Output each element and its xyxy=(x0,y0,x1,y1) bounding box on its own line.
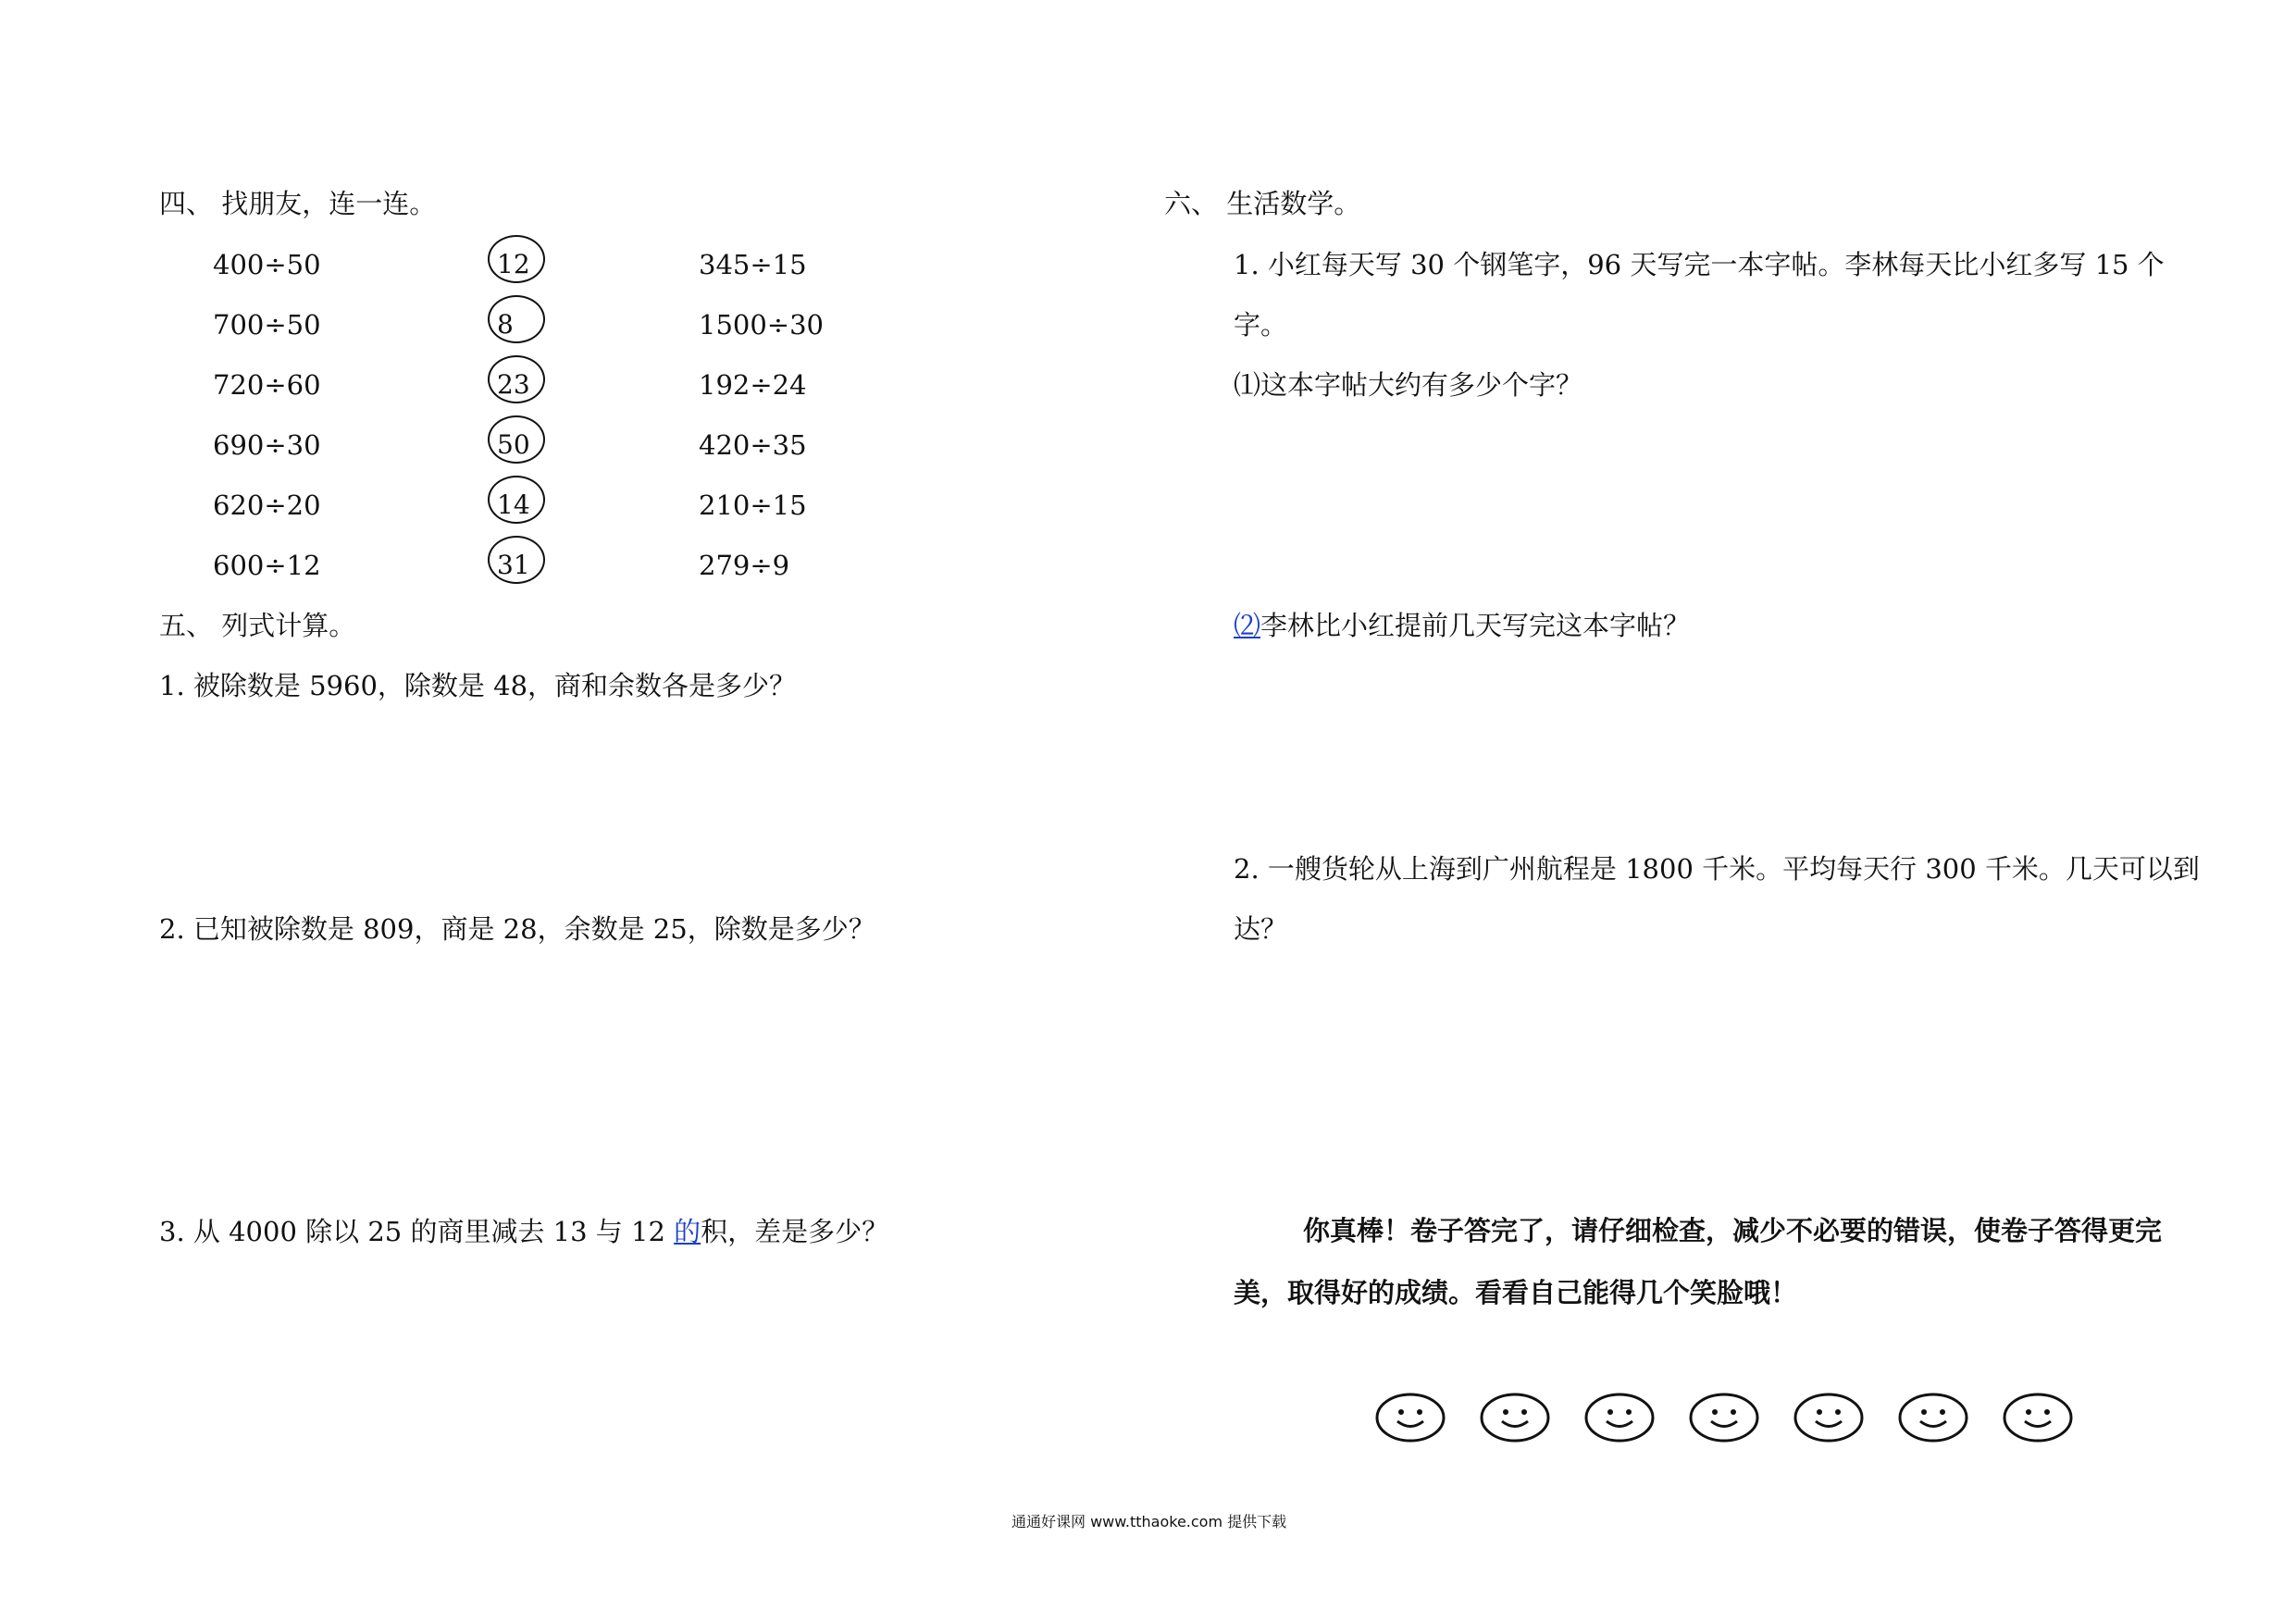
question-3-text: 3. 从 4000 除以 25 的商里减去 13 与 12 xyxy=(159,1216,675,1247)
problem-2-line2: 达？ xyxy=(1234,913,1288,945)
right-expression: 420÷35 xyxy=(699,429,807,461)
right-expression: 345÷15 xyxy=(699,249,807,280)
left-expression: 700÷50 xyxy=(213,309,321,341)
answer-circle xyxy=(488,536,545,584)
problem-1-line2: 字。 xyxy=(1234,309,1288,341)
right-expression: 1500÷30 xyxy=(699,309,825,341)
problem-2-line1: 2. 一艘货轮从上海到广州航程是 1800 千米。平均每天行 300 千米。几天可以到 xyxy=(1234,853,2200,885)
section6-heading: 六、 生活数学。 xyxy=(1164,188,1361,219)
circle-number: 12 xyxy=(497,249,530,279)
left-expression: 690÷30 xyxy=(213,429,321,461)
closing-line1: 你真棒！卷子答完了，请仔细检查，减少不必要的错误，使卷子答得更完 xyxy=(1303,1215,2163,1246)
problem-1-line1: 1. 小红每天写 30 个钢笔字，96 天写完一本字帖。李林每天比小红多写 15 个 xyxy=(1234,249,2165,280)
right-expression: 279÷9 xyxy=(699,550,790,581)
smiley-face-icon xyxy=(1793,1393,1864,1443)
right-expression: 210÷15 xyxy=(699,489,807,521)
smiley-face-icon xyxy=(2003,1393,2073,1443)
answer-circle xyxy=(488,476,545,524)
left-expression: 400÷50 xyxy=(213,249,321,280)
answer-circle xyxy=(488,235,545,283)
circle-number: 14 xyxy=(497,489,530,520)
circle-number: 50 xyxy=(497,429,530,460)
left-expression: 720÷60 xyxy=(213,369,321,401)
question-1: 1. 被除数是 5960，除数是 48，商和余数各是多少？ xyxy=(159,670,797,701)
circle-number: 31 xyxy=(497,550,530,580)
smiley-face-icon xyxy=(1584,1393,1655,1443)
section5-heading: 五、 列式计算。 xyxy=(159,610,356,641)
right-expression: 192÷24 xyxy=(699,369,807,401)
problem-1-sub2 xyxy=(1234,610,1691,641)
question-2: 2. 已知被除数是 809，商是 28，余数是 25，除数是多少？ xyxy=(159,913,875,945)
circle-number: 23 xyxy=(497,369,530,400)
left-expression: 600÷12 xyxy=(213,550,321,581)
section4-heading: 四、 找朋友，连一连。 xyxy=(159,188,437,219)
smiley-face-icon xyxy=(1689,1393,1759,1443)
answer-circle xyxy=(488,415,545,464)
smiley-face-icon xyxy=(1898,1393,1968,1443)
footer-credit: 通通好课网 www.tthaoke.com 提供下载 xyxy=(1011,1513,1287,1530)
question-3 xyxy=(159,1216,889,1247)
answer-circle xyxy=(488,355,545,403)
question-3-link[interactable]: 的 xyxy=(674,1216,701,1247)
sub2-marker[interactable]: ⑵ xyxy=(1234,610,1261,641)
left-expression: 620÷20 xyxy=(213,489,321,521)
closing-line2: 美，取得好的成绩。看看自己能得几个笑脸哦！ xyxy=(1234,1277,1798,1308)
answer-circle xyxy=(488,295,545,343)
smiley-face-icon xyxy=(1375,1393,1446,1443)
problem-1-sub1: ⑴这本字帖大约有多少个字？ xyxy=(1234,369,1583,401)
circle-number: 8 xyxy=(497,309,514,340)
sub2-text: 李林比小红提前几天写完这本字帖？ xyxy=(1260,610,1691,641)
question-3-text-end: 积，差是多少？ xyxy=(701,1216,889,1247)
smiley-face-icon xyxy=(1480,1393,1550,1443)
